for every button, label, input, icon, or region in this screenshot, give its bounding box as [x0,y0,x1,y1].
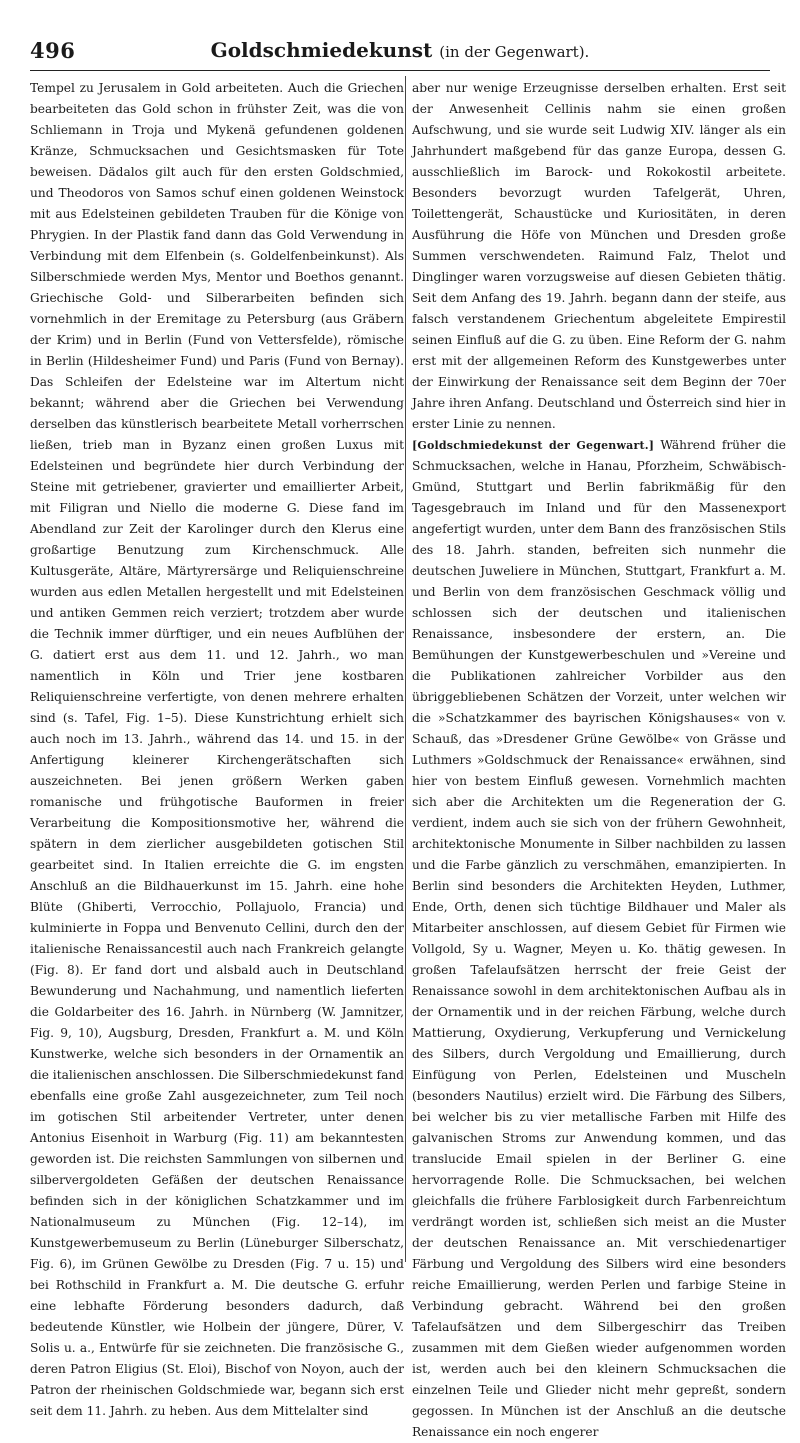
left-column [30,78,404,1418]
header-rule [30,70,770,71]
right-column-paragraph-2-text: Während früher die Schmucksachen, welche in Hanau, Pforzheim, Schwäbisch-Gmünd, Stuttgart und Berlin fabrikmäßig für den Tagesgebrauch im Inland und für den Massenexport angefertigt wurden, unter dem Bann des französischen Stils des 18. Jahrh. standen, befreiten sich nunmehr die deutschen Juweliere in München, Stuttgart, Frankfurt a. M. und Berlin von dem französischen Geschmack völlig und schlossen sich der deutschen und italienischen Renaissance, insbesondere der erstern, an. Die Bemühungen der Kunstgewerbeschulen und »Vereine und die Publikationen zahlreicher Vorbilder aus den übriggebliebenen Schätzen der Vorzeit, unter welchen wir die »Schatzkammer des bayrischen Königshauses« von v. Schauß, das »Dresdener Grüne Gewölbe« von Grässe und Luthmers »Goldschmuck der Renaissance« erwähnen, sind hier von bestem Einfluß gewesen. Vornehmlich machten sich aber die Architekten um die Regeneration der G. verdient, indem auch sie sich von der frühern Gewohnheit, architektonische Monumente in Silber nachbilden zu lassen und die Farbe gänzlich zu verschmähen, emanzipierten. In Berlin sind besonders die Architekten Heyden, Luthmer, Ende, Orth, denen sich tüchtige Bildhauer und Maler als Mitarbeiter anschlossen, auf diesem Gebiet für Firmen wie Vollgold, Sy u. Wagner, Meyen u. Ko. thätig gewesen. In großen Tafelaufsätzen herrscht der freie Geist der Renaissance sowohl in dem architektonischen Aufbau als in der Ornamentik und in der reichen Färbung, welche durch Mattierung, Oxydierung, Verkupferung und Vernickelung des Silbers, durch Vergoldung und Emaillierung, durch Einfügung von Perlen, Edelsteinen und Muscheln (besonders Nautilus) erzielt wird. Die Färbung des Silbers, bei welcher bis zu vier metallische Farben mit Hilfe des galvanischen Stroms zur Anwendung kommen, und das translucide Email spielen in der Berliner G. eine hervorragende Rolle. Die Schmucksachen, bei welchen gleichfalls die frühere Farblosigkeit durch Farbenreichtum verdrängt worden ist, schließen sich meist an die Muster der deutschen Renaissance an. Mit verschiedenartiger Färbung und Vergoldung des Silbers wird eine besonders reiche Emaillierung, werden Perlen und farbige Steine in Verbindung gebracht. Während bei den großen Tafelaufsätzen und dem Silbergeschirr das Treiben zusammen mit dem Gießen wieder aufgenommen worden ist, werden auch bei den kleinern Schmucksachen die einzelnen Teile und Glieder nicht mehr gepreßt, sondern gegossen. In München ist der Anschluß an die deutsche Renaissance ein noch engerer [412,438,786,1439]
running-title-subtitle: (in der Gegenwart). [439,43,590,61]
section-rubric: [Goldschmiedekunst der Gegenwart.] [412,439,655,452]
right-column [412,78,786,1439]
right-column-paragraph-1: aber nur wenige Erzeugnisse derselben erhalten. Erst seit der Anwesenheit Cellinis nahm sie einen großen Aufschwung, und sie wurde seit Ludwig XIV. länger als ein Jahrhundert maßgebend für das ganze Europa, dessen G. ausschließlich im Barock- und Rokokostil arbeitete. Besonders bevorzugt wurden Tafelgerät, Uhren, Toilettengerät, Schaustücke und Kuriositäten, in deren Ausführung die Höfe von München und Dresden große Summen verschwendeten. Raimund Falz, Thelot und Dinglinger waren vorzugsweise auf diesen Gebieten thätig. Seit dem Anfang des 19. Jahrh. begann dann der steife, aus falsch verstandenem Griechentum abgeleitete Empirestil seinen Einfluß auf die G. zu üben. Eine Reform der G. nahm erst mit der allgemeinen Reform des Kunstgewerbes unter der Einwirkung der Renaissance seit dem Beginn der 70er Jahre ihren Anfang. Deutschland und Österreich sind hier in erster Linie zu nennen. [412,81,786,431]
running-title-main: Goldschmiedekunst [210,38,433,62]
page-number: 496 [30,38,76,63]
page-header [30,38,770,68]
column-divider [405,76,406,1262]
left-column-paragraph: Tempel zu Jerusalem in Gold arbeiteten. Auch die Griechen bearbeiteten das Gold schon in frühster Zeit, was die von Schliemann in Troja und Mykenä gefundenen goldenen Kränze, Schmucksachen und Gesichtsmasken für Tote beweisen. Dädalos gilt auch für den ersten Goldschmied, und Theodoros von Samos schuf einen goldenen Weinstock mit aus Edelsteinen gebildeten Trauben für die Könige von Phrygien. In der Plastik fand dann das Gold Verwendung in Verbindung mit dem Elfenbein (s. Goldelfenbeinkunst). Als Silberschmiede werden Mys, Mentor und Boethos genannt. Griechische Gold- und Silberarbeiten befinden sich vornehmlich in der Eremitage zu Petersburg (aus Gräbern der Krim) und in Berlin (Fund von Vettersfelde), römische in Berlin (Hildesheimer Fund) und Paris (Fund von Bernay). Das Schleifen der Edelsteine war im Altertum nicht bekannt; während aber die Griechen bei Verwendung derselben das künstlerisch bearbeitete Metall vorherrschen ließen, trieb man in Byzanz einen großen Luxus mit Edelsteinen und begründete hier durch Verbindung der Steine mit getriebener, gravierter und emaillierter Arbeit, mit Filigran und Niello die moderne G. Diese fand im Abendland zur Zeit der Karolinger durch den Klerus eine großartige Benutzung zum Kirchenschmuck. Alle Kultusgeräte, Altäre, Märtyrersärge und Reliquienschreine wurden aus edlen Metallen hergestellt und mit Edelsteinen und antiken Gemmen reich verziert; trotzdem aber wurde die Technik immer dürftiger, und ein neues Aufblühen der G. datiert erst aus dem 11. und 12. Jahrh., wo man namentlich in Köln und Trier jene kostbaren Reliquienschreine verfertigte, von denen mehrere erhalten sind (s. Tafel, Fig. 1–5). Diese Kunstrichtung erhielt sich auch noch im 13. Jahrh., während das 14. und 15. in der Anfertigung kleinerer Kirchengerätschaften sich auszeichneten. Bei jenen größern Werken gaben romanische und frühgotische Bauformen in freier Verarbeitung die Kompositionsmotive her, während die spätern in dem zierlicher ausgebildeten gotischen Stil gearbeitet sind. In Italien erreichte die G. im engsten Anschluß an die Bildhauerkunst im 15. Jahrh. eine hohe Blüte (Ghiberti, Verrocchio, Pollajuolo, Francia) und kulminierte in Foppa und Benvenuto Cellini, durch den der italienische Renaissancestil auch nach Frankreich gelangte (Fig. 8). Er fand dort und alsbald auch in Deutschland Bewunderung und Nachahmung, und namentlich lieferten die Goldarbeiter des 16. Jahrh. in Nürnberg (W. Jamnitzer, Fig. 9, 10), Augsburg, Dresden, Frankfurt a. M. und Köln Kunstwerke, welche sich besonders in der Ornamentik an die italienischen anschlossen. Die Silberschmiedekunst fand ebenfalls eine große Zahl ausgezeichneter, zum Teil noch im gotischen Stil arbeitender Vertreter, unter denen Antonius Eisenhoit in Warburg (Fig. 11) am bekanntesten geworden ist. Die reichsten Sammlungen von silbernen und silbervergoldeten Gefäßen der deutschen Renaissance befinden sich in der königlichen Schatzkammer und im Nationalmuseum zu München (Fig. 12–14), im Kunstgewerbemuseum zu Berlin (Lüneburger Silberschatz, Fig. 6), im Grünen Gewölbe zu Dresden (Fig. 7 u. 15) und bei Rothschild in Frankfurt a. M. Die deutsche G. erfuhr eine lebhafte Förderung besonders dadurch, daß bedeutende Künstler, wie Holbein der jüngere, Dürer, V. Solis u. a., Entwürfe für sie zeichneten. Die französische G., deren Patron Eligius (St. Eloi), Bischof von Noyon, auch der Patron der rheinischen Goldschmiede war, begann sich erst seit dem 11. Jahrh. zu heben. Aus dem Mittelalter sind [30,81,404,1418]
running-title [30,38,770,62]
right-column-paragraph-2 [412,435,786,1443]
